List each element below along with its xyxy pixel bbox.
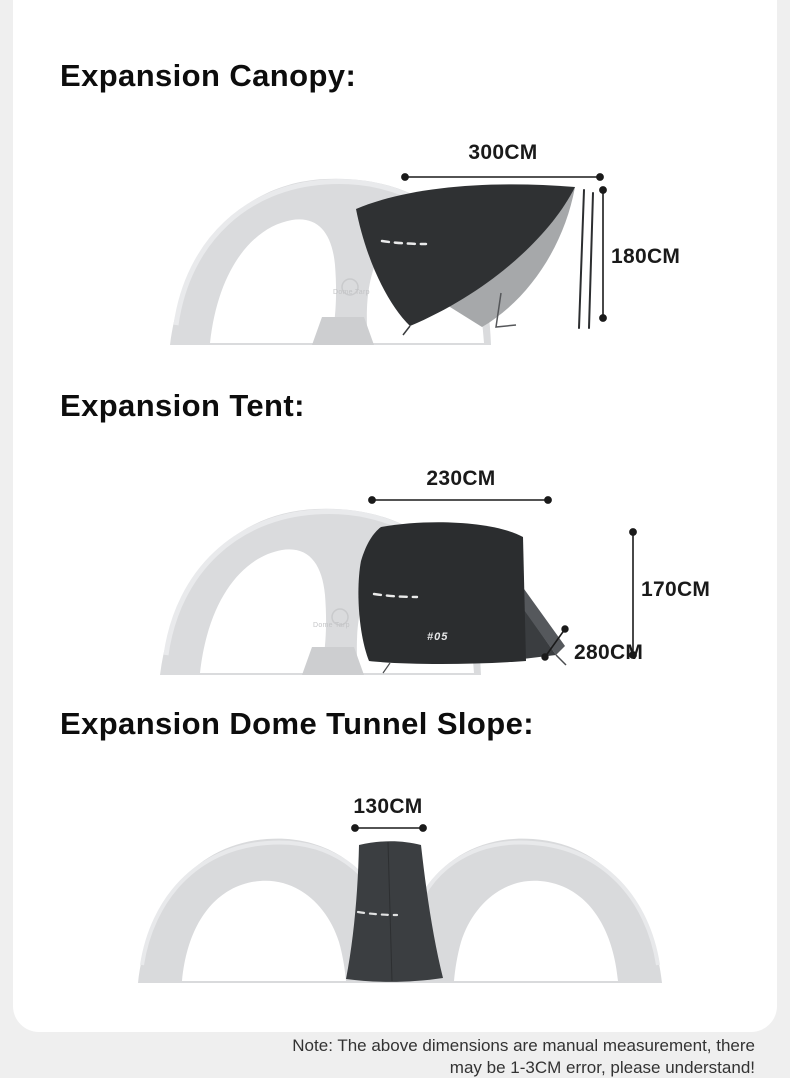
tent-dome-watermark: Dome Tarp bbox=[313, 622, 350, 629]
faded-dome-right bbox=[400, 839, 662, 983]
tunnel-section-heading: Expansion Dome Tunnel Slope: bbox=[60, 706, 534, 741]
tunnel-dark-panel bbox=[346, 841, 443, 982]
width-dimension-line bbox=[402, 174, 604, 181]
canopy-width-label: 300CM bbox=[468, 141, 538, 164]
tunnel-width-label: 130CM bbox=[353, 795, 423, 818]
note-line-1: Note: The above dimensions are manual measurement, there bbox=[292, 1036, 755, 1055]
canopy-height-label: 180CM bbox=[611, 245, 681, 268]
tent-section-heading: Expansion Tent: bbox=[60, 388, 305, 423]
width-dimension-line bbox=[352, 825, 427, 832]
height-dimension-line bbox=[600, 187, 607, 322]
height-dimension-line bbox=[630, 529, 637, 659]
canopy-illustration bbox=[160, 135, 670, 350]
canopy-poles bbox=[579, 190, 593, 328]
tent-model-label: #05 bbox=[427, 631, 449, 643]
tent-depth-label: 280CM bbox=[574, 641, 644, 664]
tent-width-label: 230CM bbox=[426, 467, 496, 490]
canopy-dome-watermark: Dome Tarp bbox=[333, 289, 370, 296]
tent-height-label: 170CM bbox=[641, 578, 711, 601]
note-text bbox=[175, 1035, 755, 1078]
tunnel-illustration bbox=[130, 790, 670, 1000]
width-dimension-line bbox=[369, 497, 552, 504]
canopy-section-heading: Expansion Canopy: bbox=[60, 58, 357, 93]
tent-front-panel bbox=[358, 522, 526, 673]
note-line-2: may be 1-3CM error, please understand! bbox=[449, 1057, 755, 1077]
